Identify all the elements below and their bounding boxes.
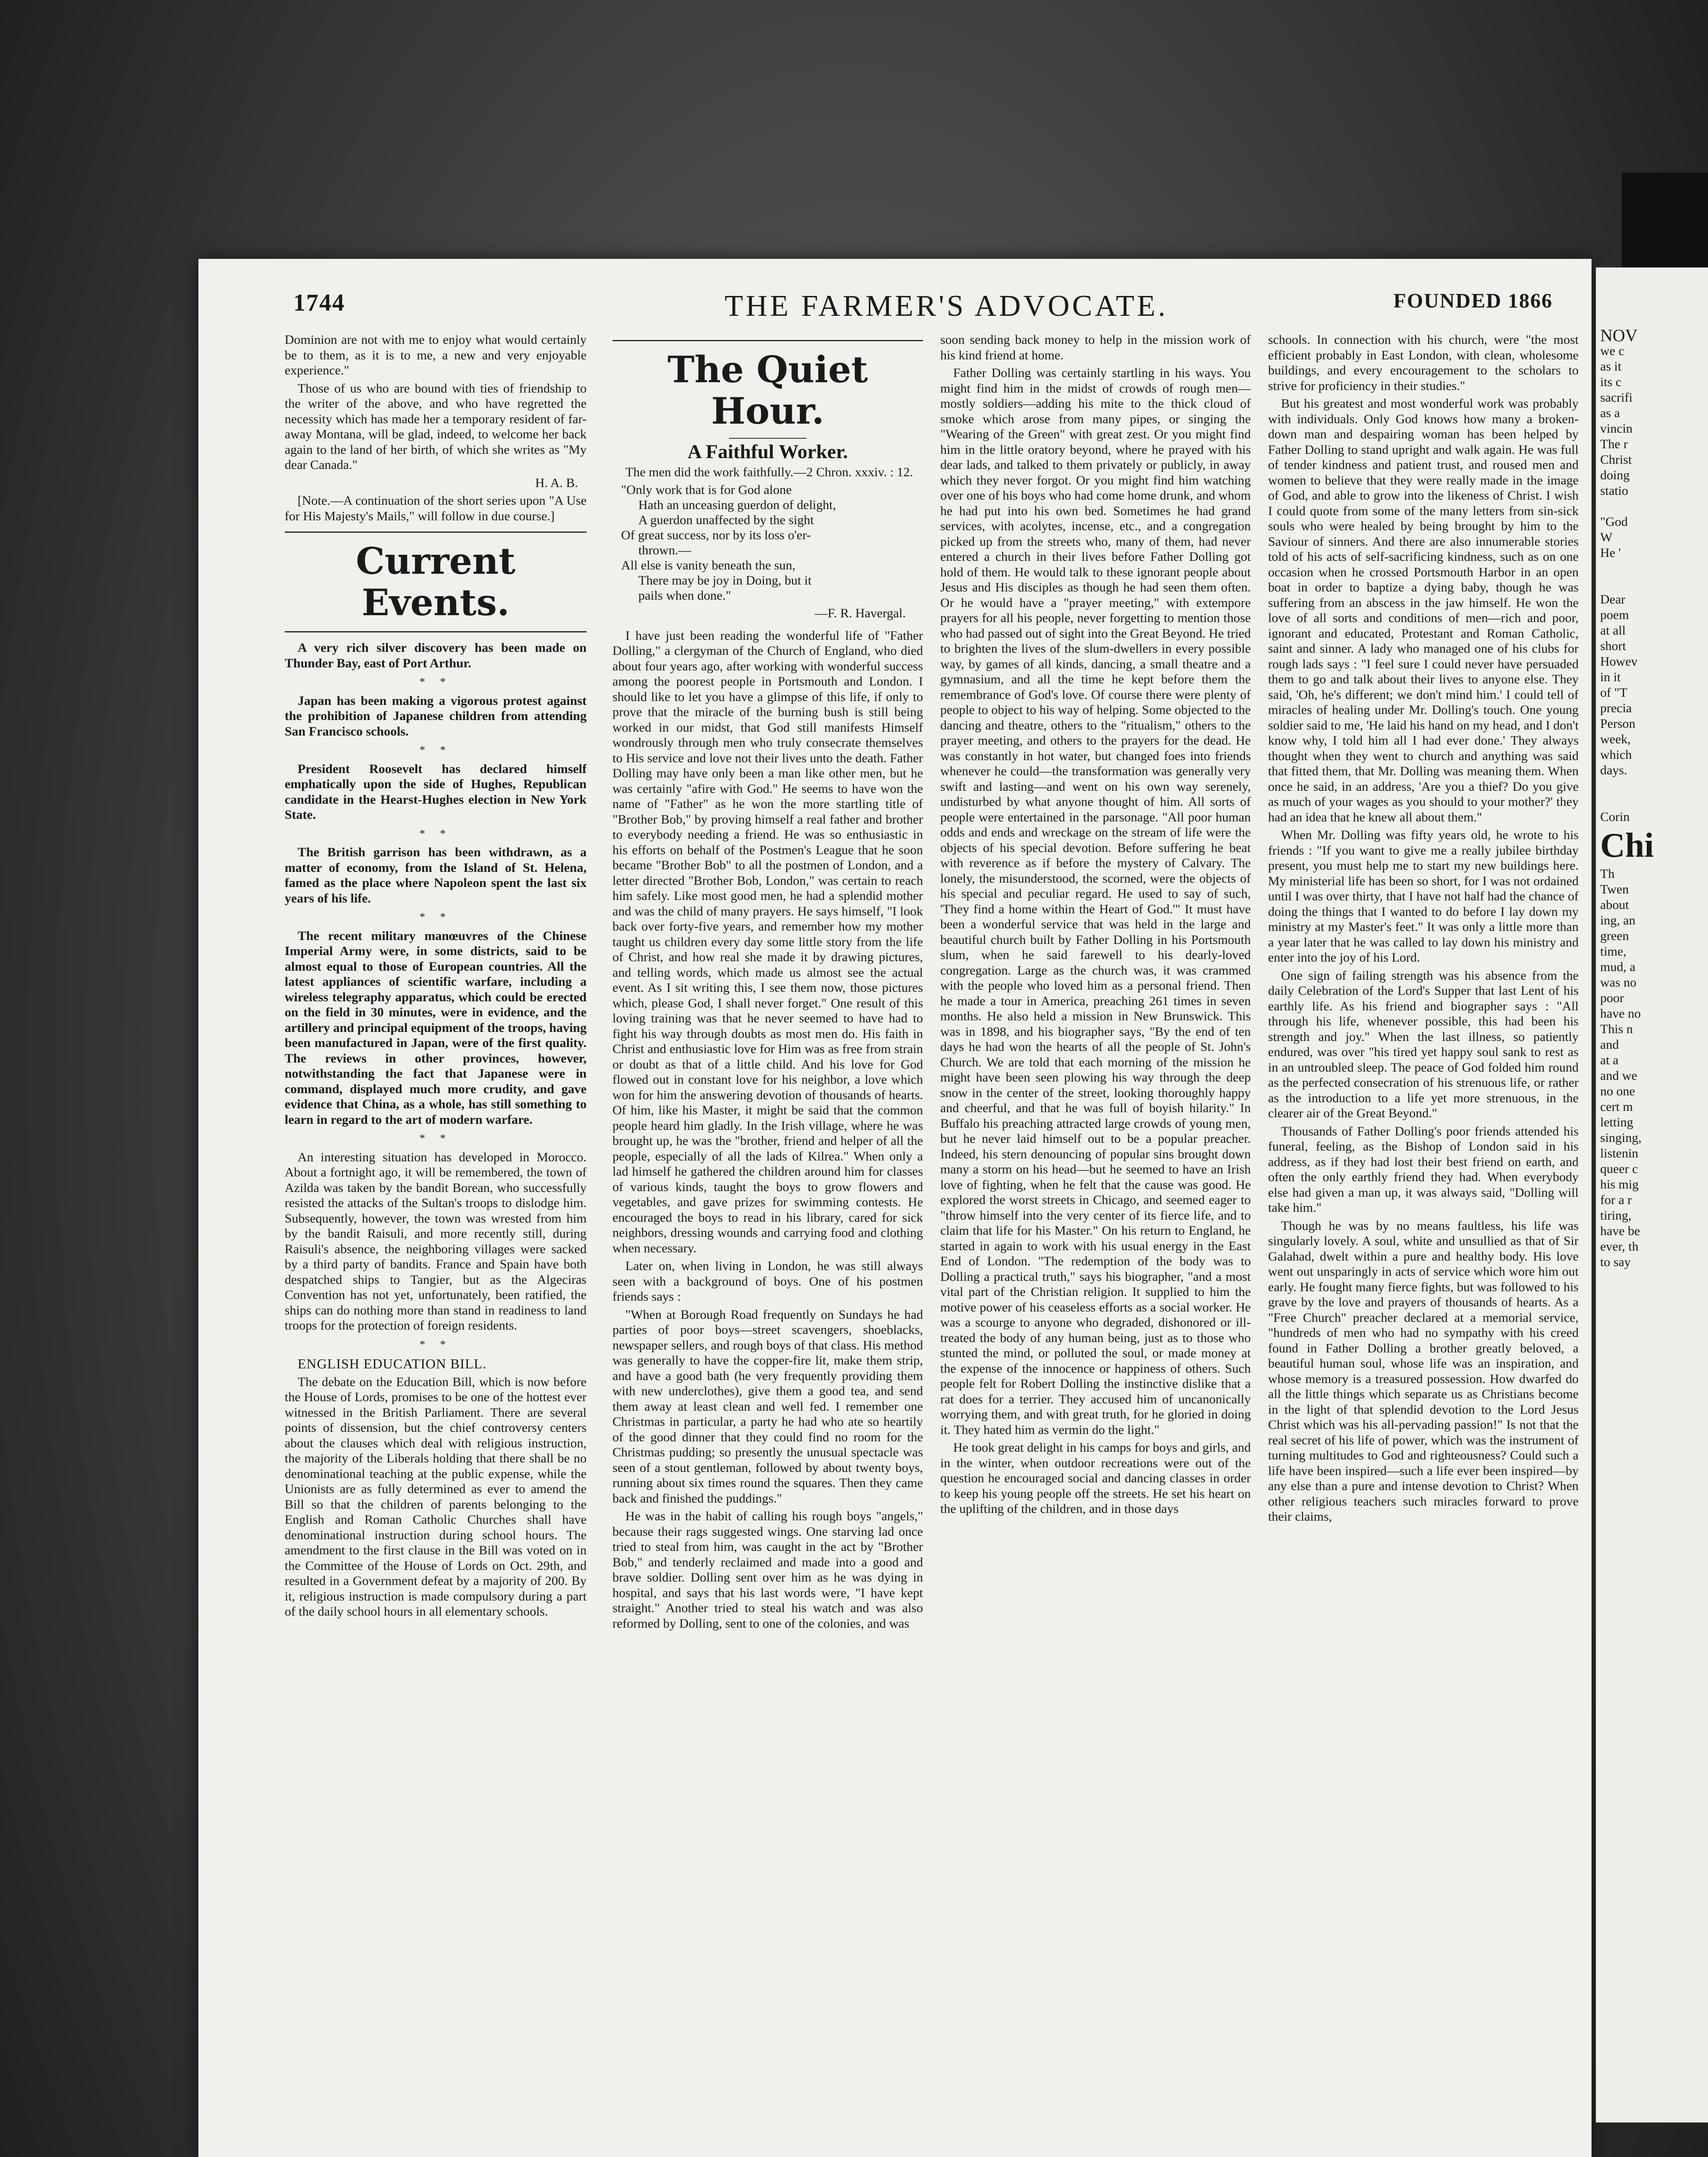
fragment-line: Christ	[1600, 453, 1632, 467]
poem-line: All else is vanity beneath the sun,	[621, 558, 796, 572]
body-paragraph: But his greatest and most wonderful work was probably with individuals. Only God knows how many a broken-down man and despairing woman has been helped by Father Dolling to stand upright and walk again. He was full of tender kindness and patient trust, and roused men and women to believe that they were really made in the image of God, and able to grow into the likeness of Christ. I wish I could quote from some of the many letters from sin-sick souls who were healed by being brought by him to the Saviour of sinners. And there are also innumerable stories told of his acts of self-sacrificing kindness, such as on one occasion when he crossed Portsmouth Harbor in an open boat in order to baptize a dying baby, though he was suffering from an abscess in the jaw himself. He won the love of all sorts and conditions of men—rich and poor, ignorant and educated, Protestant and Roman Catholic, saint and sinner. A lady who managed one of his clubs for rough lads says : "I feel sure I could never have persuaded them to go and talk about their lives to anyone else. They said, 'Oh, he's different; we don't mind him.' I could tell of miracles of healing under Mr. Dolling's touch. One young soldier said to me, 'He laid his hand on my head, and I don't know why, I told him all I had ever done.' They always thought when they went to church and anything was said that fitted them, that Mr. Dolling was meaning them. When once he said, in an address, 'Are you a thief? Do you give as much of your wages as you should to your mother?' they had an idea that he knew all about them."	[1268, 396, 1579, 824]
news-item: The British garrison has been withdrawn, as a matter of economy, from the Island of St. Helena, famed as the place where Napoleon spent the last six years of his life.	[285, 845, 587, 906]
fragment-line: his mig	[1600, 1177, 1639, 1192]
news-item: Japan has been making a vigorous protest against the prohibition of Japanese children from attending San Francisco schools.	[285, 693, 587, 739]
fragment-line: of "T	[1600, 685, 1628, 700]
fragment-line: and we	[1600, 1069, 1637, 1083]
fragment-line: days.	[1600, 763, 1627, 777]
quiet-hour-heading: The Quiet Hour.	[667, 348, 868, 432]
fragment-line: tiring,	[1600, 1208, 1632, 1223]
editor-note: [Note.—A continuation of the short series upon "A Use for His Majesty's Mails," will follow in due course.]	[285, 494, 587, 523]
body-paragraph: schools. In connection with his church, were "the most efficient probably in East London, with clean, wholesome buildings, and every encouragement to the scholars to strive for proficiency in their studies."	[1268, 333, 1579, 393]
adjacent-page-text	[1600, 328, 1708, 1270]
fragment-line: Howev	[1600, 654, 1638, 669]
fragment-line: and	[1600, 1038, 1619, 1052]
poem-line: pails when done."	[638, 588, 731, 603]
poem-line: A guerdon unaffected by the sight	[638, 513, 814, 527]
fragment-line: Dear	[1600, 592, 1626, 607]
fragment-line: its c	[1600, 375, 1622, 389]
scripture-reference: The men did the work faithfully.—2 Chron. xxxiv. : 12.	[625, 465, 913, 479]
body-paragraph: soon sending back money to help in the mission work of his kind friend at home.	[940, 333, 1251, 362]
fragment-line: He '	[1600, 546, 1621, 560]
page-number: 1744	[293, 289, 345, 316]
page-header	[293, 289, 1553, 324]
fragment-line: at all	[1600, 623, 1626, 638]
poem-line: thrown.—	[638, 543, 691, 557]
body-paragraph: He was in the habit of calling his rough boys "angels," because their rags suggested wings. One starving lad once tried to steal from him, was caught in the act by "Brother Bob," and tenderly reclaimed and made into a good and brave soldier. Dolling sent over him as he was dying in hospital, and says that his last words were, "I have kept straight." Another tried to steal his watch and was also reformed by Dolling, sent to one of the colonies, and was	[612, 1509, 923, 1631]
fragment-line: green	[1600, 929, 1629, 943]
news-item: The recent military manœuvres of the Chinese Imperial Army were, in some districts, said to be almost equal to those of European countries. All the latest appliances of scientific warfare, including a wireless telegraphy apparatus, which could be erected on the field in 30 minutes, were in evidence, and the artillery and principal equipment of the troops, having been manufactured in Japan, were of the first quality. The reviews in other provinces, however, notwithstanding the fact that Japanese were in command, displayed much more crudity, and gave evidence that China, as a whole, has still something to learn in regard to the art of modern warfare.	[285, 928, 587, 1127]
poem-line: There may be joy in Doing, but it	[638, 573, 812, 588]
fragment-line: statio	[1600, 484, 1628, 498]
fragment-line: for a r	[1600, 1193, 1632, 1207]
fragment-line: Twen	[1600, 882, 1629, 896]
fragment-line	[1600, 778, 1708, 794]
education-heading: ENGLISH EDUCATION BILL.	[298, 1356, 487, 1371]
fragment-line: time,	[1600, 944, 1626, 959]
short-divider	[729, 438, 807, 439]
poem-line: Hath an unceasing guerdon of delight,	[638, 498, 836, 512]
column-2	[612, 332, 923, 2122]
body-paragraph: Father Dolling was certainly startling in his ways. You might find him in the midst of crowds of rough men—mostly soldiers—adding his mite to the thick cloud of smoke which arose from many pipes, or singing the "Wearing of the Green" with great zest. Or you might find him in the little oratory beyond, where he prayed with his dear lads, and talked to them privately or publicly, in away which they never forgot. Or you might find him watching over one of his boys who had come home drunk, and whom he had put into his own bed. Sometimes he had grand services, with acolytes, incense, etc., and a congregation picked up from the streets who, many of them, had never entered a church in their lives before Father Dolling got hold of them. He would talk to these ignorant people about Jesus and His disciples as though he had seen them often. Or he would have a "prayer meeting," with extempore prayers for all his people, never forgetting to mention those who had passed out of sight into the Great Beyond. He tried to brighten the lives of the slum-dwellers in every possible way, by games of all kinds, dancing, a small theatre and a gymnasium, and all the time he kept before them the remembrance of God's love. Of course there were plenty of people to object to his way of helping. Some objected to the dancing and theatre, others to the "ritualism," others to the prayer meeting, and others to the prayers for the dead. He was constantly in hot water, but changed foes into friends whenever he could—the transformation was generally very swift and lasting—and went on his own way serenely, undisturbed by what anyone thought of him. All sorts of people were entertained in the parsonage. "All poor human odds and ends and wreckage on the stream of life were the objects of his special devotion. Before suffering he beat with reverence as if before the mystery of Calvary. The lonely, the misunderstood, the scorned, were the objects of his special and peculiar regard. He used to say of such, 'They find a home within the Heart of God.'" It must have been a wonderful service that was held in the large and beautiful church built by Father Dolling in his Portsmouth slum, when he said farewell to his dearly-loved congregation. Large as the church was, it was crammed with the people who loved him as a personal friend. Then he made a tour in America, preaching 261 times in seven months. He also held a mission in New Brunswick. This was in 1898, and his biographer says, "By the end of ten days he had won the hearts of all the people of St. John's Church. We are told that each morning of the mission he might have been seen plowing his way through the deep snow in the center of the street, looking thoroughly happy and cheerful, and that he was full of boyish hilarity." In Buffalo his preaching attracted large crowds of young men, but he never laid himself out to be a popular preacher. Indeed, his stern denouncing of popular sins brought down many a storm on his head—but he seemed to have an Irish love of fighting, when he felt that the cause was good. He explored the worst streets in Chicago, and seemed eager to "throw himself into the very center of its fierce life, and to claim that life for his Master." On his return to England, he started in again to work with his usual energy in the East End of London. "The redemption of the body was to Dolling a practical truth," says his biographer, "and a most vital part of the Christian religion. It supplied to him the motive power of his ceaseless efforts as a social worker. He was a scourge to anyone who degraded, dishonored or ill-treated the body of any human being, just as to those who stunted the mind, or polluted the soul, or made money at the expense of the innocence or happiness of others. Such people felt for Robert Dolling the instinctive dislike that a rat does for a terrier. They accused him of uncanonically worrying them, and with great truth, for he gloried in doing it. They hated him as vermin do the light."	[940, 366, 1251, 1437]
news-item: President Roosevelt has declared himself emphatically upon the side of Hughes, Republican candidate in the Hearst-Hughes election in New York State.	[285, 761, 587, 822]
fragment-line: listenin	[1600, 1146, 1639, 1160]
fragment-line: vincin	[1600, 421, 1633, 436]
fragment-line: W	[1600, 530, 1613, 544]
fragment-line	[1600, 576, 1708, 592]
divider	[612, 340, 923, 341]
founded-label: FOUNDED 1866	[1393, 289, 1553, 312]
adjacent-page-fragment	[1596, 267, 1708, 2122]
film-edge	[1622, 173, 1708, 267]
body-paragraph: When Mr. Dolling was fifty years old, he wrote to his friends : "If you want to give me a really jubilee birthday present, you must help me to start my new buildings here. My ministerial life has been so short, for I was not ordained until I was over thirty, that I have not half had the chance of doing the things that I wanted to do before I lay down my ministry at my Master's feet." It was only a little more than a year later that he was called to lay down his ministry and enter into the joy of his Lord.	[1268, 828, 1579, 965]
fragment-line: poor	[1600, 991, 1624, 1005]
column-3	[940, 332, 1251, 2122]
body-paragraph: One sign of failing strength was his absence from the daily Celebration of the Lord's Supper that last Lent of his earthly life. As his friend and biographer says : "All through his life, whenever possible, this had been his strength and joy." When the last illness, so patiently endured, was over "his tired yet happy soul sank to rest as in an untroubled sleep. The peace of God folded him round as the perfected consecration of his strenuous life, or rather as the introduction to a life yet more strenuous, in the clearer air of the Great Beyond."	[1268, 968, 1579, 1120]
fragment-line: queer c	[1600, 1162, 1638, 1176]
adjacent-page-header: NOV	[1600, 326, 1638, 345]
fragment-line: Th	[1600, 867, 1615, 881]
fragment-line: letting	[1600, 1115, 1633, 1129]
fragment-line: we c	[1600, 344, 1624, 358]
fragment-line: ever, th	[1600, 1239, 1639, 1254]
fragment-line: at a	[1600, 1053, 1619, 1067]
body-paragraph: He took great delight in his camps for boys and girls, and in the winter, when outdoor recreations were out of the question he encouraged social and dancing classes in order to keep his young people off the streets. He set his heart on the uplifting of the children, and in those days	[940, 1440, 1251, 1516]
body-paragraph: Thousands of Father Dolling's poor friends attended his funeral, feeling, as the Bishop of London said in his address, as if they had lost their best friend on earth, and often the only earthly friend they had. When everybody else had given a man up, it was always said, "Dolling will take him."	[1268, 1124, 1579, 1215]
fragment-line: This n	[1600, 1022, 1633, 1036]
newspaper-page	[198, 259, 1592, 2157]
fragment-line: week,	[1600, 732, 1631, 746]
fragment-line: The r	[1600, 437, 1628, 451]
fragment-line: ing, an	[1600, 913, 1636, 928]
intro-signature: H. A. B.	[535, 475, 578, 490]
poem	[621, 482, 923, 603]
fragment-line: as it	[1600, 359, 1622, 374]
fragment-line: singing,	[1600, 1131, 1642, 1145]
news-item: An interesting situation has developed in Morocco. About a fortnight ago, it will be remembered, the town of Azilda was taken by the bandit Borean, who successfully resisted the attacks of the Sultan's troops to dislodge him. Subsequently, however, the town was wrested from him by the bandit Raisuli, and more recently still, during Raisuli's absence, the neighboring villages were sacked by a third party of bandits. France and Spain have both despatched ships to Tangier, but as the Algeciras Convention has not yet, unfortunately, been ratified, the ships can do nothing more than stand in readiness to land troops for the protection of foreign residents.	[285, 1150, 587, 1333]
fragment-line: sacrifi	[1600, 390, 1633, 405]
separator-stars: * *	[419, 744, 452, 756]
divider	[285, 631, 587, 632]
fragment-line: cert m	[1600, 1100, 1633, 1114]
poem-credit: —F. R. Havergal.	[814, 606, 906, 620]
adjacent-page-heading: Chi	[1600, 827, 1654, 865]
fragment-line: mud, a	[1600, 960, 1636, 974]
fragment-line	[1600, 499, 1708, 514]
separator-stars: * *	[419, 1338, 452, 1351]
body-paragraph: "When at Borough Road frequently on Sundays he had parties of poor boys—street scavengers, shoeblacks, newspaper sellers, and rough boys of that class. His method was generally to have the copper-fire lit, make them strip, and have a good bath (he very frequently providing them with new underclothes), give them a good tea, and send them away at least clean and well fed. I remember one Christmas in particular, a party he had who ate so heartily of the good dinner that they could find no room for the Christmas pudding; so presently the unusual spectacle was seen of a stout gentleman, followed by about twenty boys, running about six times round the squares. Then they came back and finished the puddings."	[612, 1307, 923, 1506]
fragment-line: short	[1600, 639, 1626, 653]
fragment-line: which	[1600, 748, 1632, 762]
masthead-title: THE FARMER'S ADVOCATE.	[725, 289, 1168, 323]
intro-paragraph: Dominion are not with me to enjoy what would certainly be to them, as it is to me, a new and very enjoyable experience."	[285, 333, 587, 377]
fragment-line: as a	[1600, 406, 1620, 420]
current-events-heading: Current Events.	[356, 540, 515, 624]
fragment-line: Person	[1600, 717, 1636, 731]
fragment-line: "God	[1600, 515, 1628, 529]
separator-stars: * *	[419, 1132, 452, 1145]
fragment-line: doing	[1600, 468, 1630, 482]
poem-line: "Only work that is for God alone	[621, 483, 792, 497]
column-4	[1268, 332, 1579, 2122]
intro-paragraph: Those of us who are bound with ties of friendship to the writer of the above, and who have regretted the necessity which has made her a temporary resident of far-away Montana, will be glad, indeed, to welcome her back again to the land of her birth, of which she writes as "My dear Canada."	[285, 381, 587, 472]
separator-stars: * *	[419, 676, 452, 688]
fragment-line: about	[1600, 898, 1629, 912]
fragment-line: Corin	[1600, 810, 1630, 824]
fragment-line: was no	[1600, 975, 1637, 990]
fragment-line	[1600, 794, 1708, 809]
news-item: A very rich silver discovery has been made on Thunder Bay, east of Port Arthur.	[285, 641, 587, 670]
poem-line: Of great success, nor by its loss o'er-	[621, 528, 811, 542]
separator-stars: * *	[419, 911, 452, 923]
fragment-line: no one	[1600, 1084, 1635, 1098]
fragment-line: have be	[1600, 1224, 1640, 1238]
fragment-line: to say	[1600, 1255, 1631, 1269]
divider	[285, 531, 587, 533]
separator-stars: * *	[419, 827, 452, 840]
fragment-line: in it	[1600, 670, 1621, 684]
fragment-line: precia	[1600, 701, 1632, 715]
column-1	[285, 332, 587, 2122]
fragment-line: poem	[1600, 608, 1629, 622]
body-paragraph: I have just been reading the wonderful life of "Father Dolling," a clergyman of the Church of England, who died about four years ago, after working with wonderful success among the poorest people in Portsmouth and London. I should like to let you have a glimpse of this life, if only to prove that the miracle of the burning bush is still being worked in our midst, that God still manifests Himself wondrously through men who truly consecrate themselves to His service and love not their lives unto the death. Father Dolling may have only been a man like other men, but he was certainly "afire with God." He seems to have won the name of "Father" as he won the more startling title of "Brother Bob," by proving himself a real father and brother to everybody needing a friend. He was so enthusiastic in his efforts on behalf of the Postmen's League that he soon became "Brother Bob" to all the postmen of London, and a letter directed "Brother Bob, London," was certain to reach him safely. Like most good men, he had a splendid mother and was the child of many prayers. He says himself, "I look back over forty-five years, and remember how my mother taught us children every day some little story from the life of Christ, and how real she made it by drawing pictures, and telling words, which made us almost see the actual event. As I sit writing this, I see them now, those pictures which, please God, I shall never forget." One result of this loving training was that he never seemed to have had to fight his way through doubts as most men do. His faith in Christ and enthusiastic love for Him was as free from strain or doubt as that of a little child. And his love for God flowed out in constant love for his neighbor, a love which won for him the answering devotion of thousands of hearts. Of him, like his Master, it might be said that the common people heard him gladly. In the Irish village, where he was brought up, he was the "brother, friend and helper of all the people, especially of all the lads of Kilrea." When only a lad himself he gathered the children around him for classes of various kinds, taught the boys to grow flowers and vegetables, and gave prizes for swimming contests. He encouraged the boys to read in his library, cared for sick neighbors, dressing wounds and carrying food and clothing when necessary.	[612, 628, 923, 1255]
fragment-line: have no	[1600, 1006, 1641, 1021]
body-paragraph: Later on, when living in London, he was still always seen with a background of boys. One of his postmen friends says :	[612, 1259, 923, 1304]
faithful-worker-heading: A Faithful Worker.	[688, 440, 848, 462]
fragment-line	[1600, 561, 1708, 576]
education-text: The debate on the Education Bill, which is now before the House of Lords, promises to be one of the hottest ever witnessed in the British Parliament. There are several points of dissension, but the chief controversy centers about the clauses which deal with religious instruction, the majority of the Liberals holding that there shall be no denominational teaching at the public expense, while the Unionists are as fully determined as ever to amend the Bill so that the children of parents belonging to the English and Roman Catholic Churches shall have denominational instruction during school hours. The amendment to the first clause in the Bill was voted on in the Committee of the House of Lords on Oct. 29th, and resulted in a Government defeat by a majority of 200. By it, religious instruction is made compulsory during a part of the daily school hours in all elementary schools.	[285, 1374, 587, 1619]
body-paragraph: Though he was by no means faultless, his life was singularly lovely. A soul, white and unsullied as that of Sir Galahad, dwelt within a pure and healthy body. His love went out unsparingly in acts of service which wore him out early. He fought many fierce fights, but was followed to his grave by the love and prayers of thousands of hearts. As a "Free Church" preacher declared at a memorial service, "hundreds of men who had no sympathy with his creed found in Father Dolling a brother greatly beloved, a beautiful human soul, whose life was an inspiration, and whose memory is a treasured possession. How dwarfed do all the little things which separate us as Christians become in the light of that splendid devotion to the Lord Jesus Christ which was his all-pervading passion!" Is not that the real secret of his life of power, which was the instrument of turning multitudes to God and righteousness? Could such a life have been inspired—such a life ever been inspired—by any else than a pure and intense devotion to Christ? When other religious teachers such miracles forward to prove their claims,	[1268, 1218, 1579, 1524]
